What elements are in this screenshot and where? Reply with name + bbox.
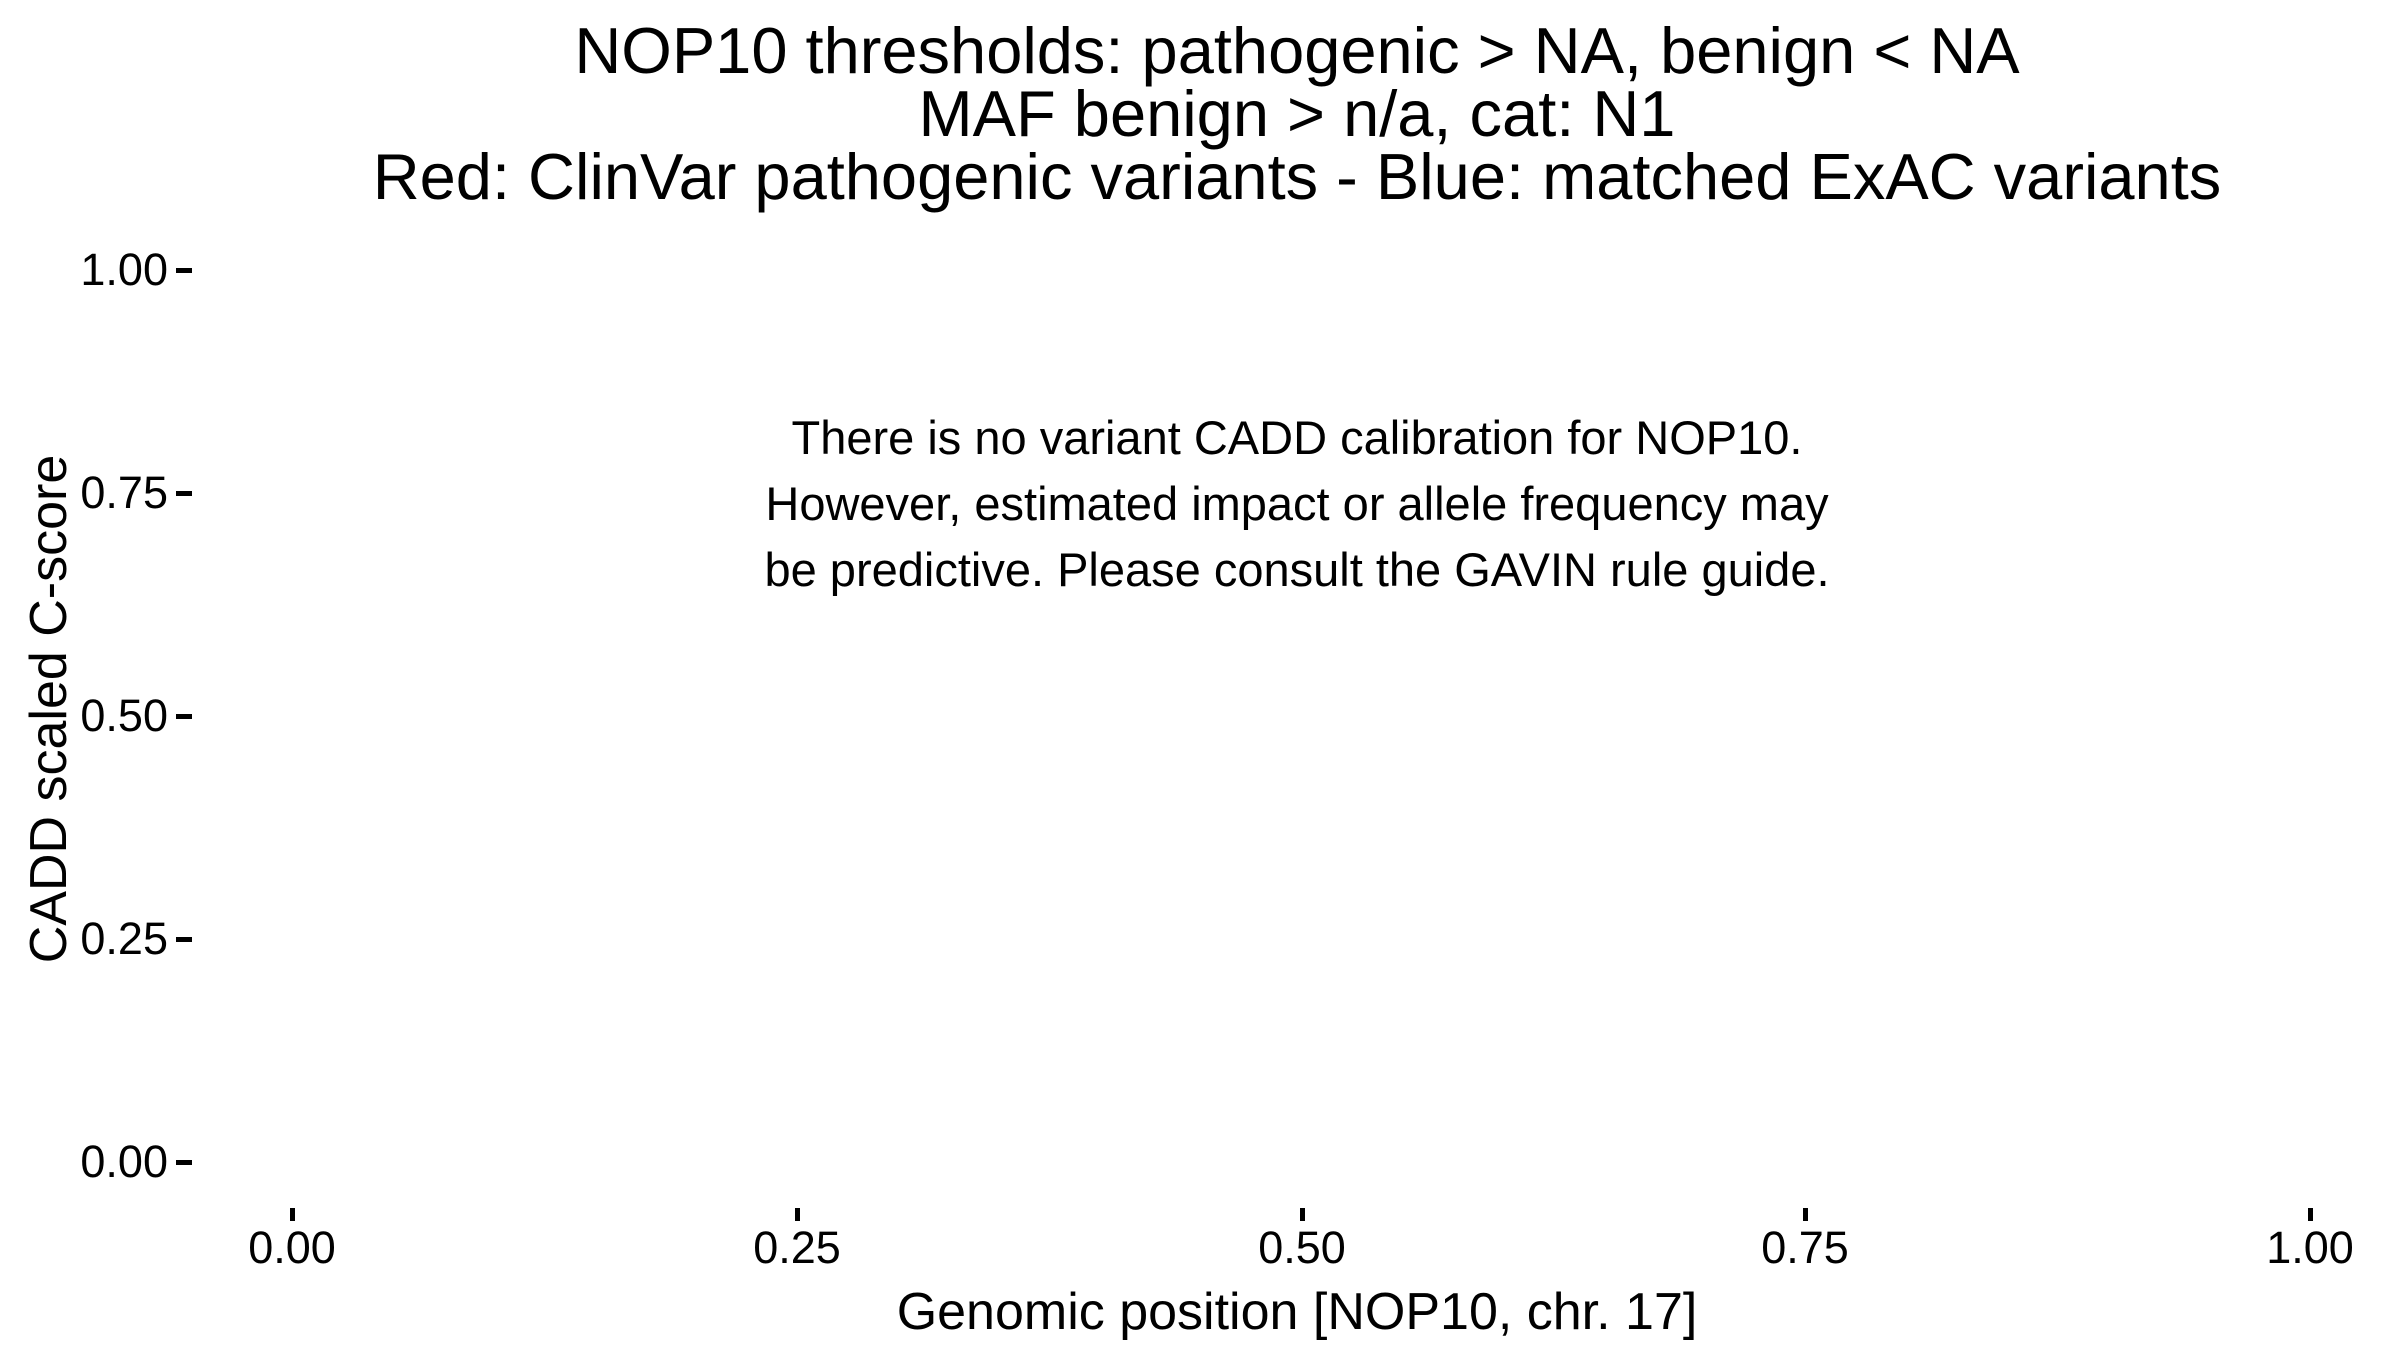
annotation-line-2: However, estimated impact or allele frequency may — [765, 477, 1829, 530]
y-tick-mark-0.25 — [176, 937, 192, 942]
x-axis-title: Genomic position [NOP10, chr. 17] — [896, 1283, 1698, 1341]
x-tick-label-1.00: 1.00 — [2266, 1222, 2354, 1273]
chart-title — [194, 14, 2400, 213]
y-tick-mark-0.50 — [176, 714, 192, 719]
y-tick-mark-0.00 — [176, 1160, 192, 1165]
chart-title-line-2: MAF benign > n/a, cat: N1 — [918, 77, 1676, 150]
chart-title-line-1: NOP10 thresholds: pathogenic > NA, benign < NA — [574, 14, 2020, 87]
x-tick-label-0.25: 0.25 — [753, 1222, 841, 1273]
x-tick-label-0.00: 0.00 — [248, 1222, 336, 1273]
y-tick-label-1.00: 1.00 — [80, 244, 168, 295]
x-tick-mark-0.50 — [1300, 1208, 1305, 1221]
y-axis-title: CADD scaled C-score — [20, 454, 78, 964]
y-tick-label-0.75: 0.75 — [80, 467, 168, 518]
y-tick-label-0.50: 0.50 — [80, 690, 168, 741]
plot-annotation — [194, 405, 2400, 603]
x-tick-mark-1.00 — [2308, 1208, 2313, 1221]
chart-title-line-3: Red: ClinVar pathogenic variants - Blue: matched ExAC variants — [372, 140, 2222, 213]
x-tick-label-0.50: 0.50 — [1258, 1222, 1346, 1273]
annotation-line-1: There is no variant CADD calibration for NOP10. — [791, 411, 1803, 464]
x-tick-mark-0.25 — [795, 1208, 800, 1221]
x-tick-mark-0.75 — [1803, 1208, 1808, 1221]
y-tick-mark-0.75 — [176, 491, 192, 496]
x-tick-mark-0.00 — [290, 1208, 295, 1221]
x-tick-label-0.75: 0.75 — [1761, 1222, 1849, 1273]
annotation-line-3: be predictive. Please consult the GAVIN rule guide. — [764, 543, 1830, 596]
y-tick-mark-1.00 — [176, 268, 192, 273]
y-tick-label-0.25: 0.25 — [80, 913, 168, 964]
y-tick-label-0.00: 0.00 — [80, 1136, 168, 1187]
